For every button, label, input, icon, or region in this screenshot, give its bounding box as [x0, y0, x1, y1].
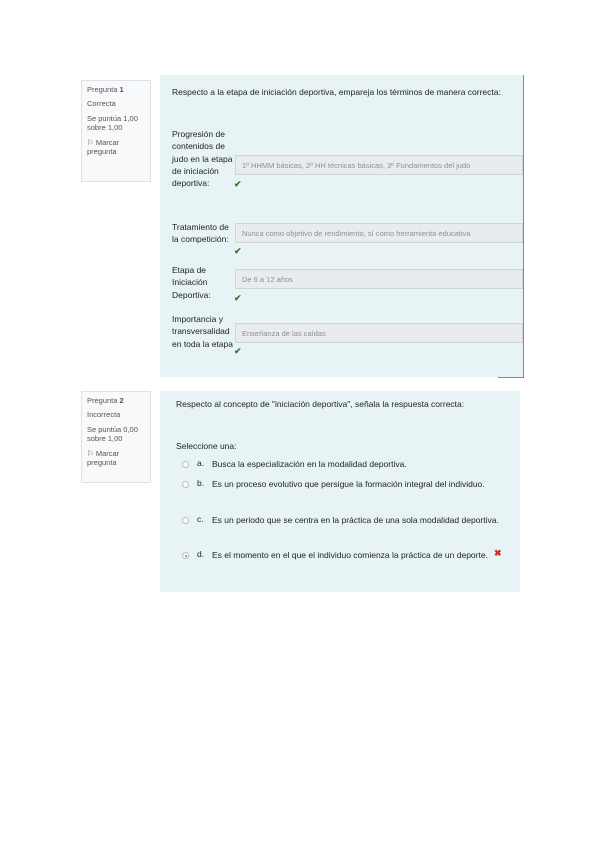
- question-2-info: [81, 391, 151, 483]
- question-text: Respecto al concepto de "iniciación deportiva", señala la respuesta correcta:: [176, 399, 465, 409]
- check-icon: ✔: [234, 246, 242, 256]
- question-1-content: [160, 75, 523, 377]
- option-letter: a.: [197, 458, 205, 468]
- match-select[interactable]: Nunca como objetivo de rendimiento, sí como herramienta educativa: [235, 223, 523, 243]
- check-icon: ✔: [234, 346, 242, 356]
- option-letter: b.: [197, 478, 205, 488]
- flag-icon: ⚐: [87, 448, 94, 458]
- check-icon: ✔: [234, 179, 242, 189]
- question-mark: Se puntúa 1,00 sobre 1,00: [87, 113, 138, 133]
- option-text: Es un proceso evolutivo que persigue la formación integral del individuo.: [212, 479, 485, 489]
- match-select[interactable]: Enseñanza de las caídas: [235, 323, 523, 343]
- divider: [523, 75, 524, 378]
- match-select[interactable]: De 6 a 12 años: [235, 269, 523, 289]
- match-term: Etapa de Iniciación Deportiva:: [172, 265, 211, 300]
- answer-prompt: Seleccione una:: [176, 441, 237, 451]
- check-icon: ✔: [234, 293, 242, 303]
- question-state: Correcta: [87, 99, 116, 109]
- divider: [498, 377, 524, 378]
- question-mark: Se puntúa 0,00 sobre 1,00: [87, 424, 138, 444]
- question-text: Respecto a la etapa de iniciación deportiva, empareja los términos de manera correcta:: [172, 87, 501, 97]
- option-letter: d.: [197, 549, 205, 559]
- question-1-info: [81, 80, 151, 182]
- flag-icon: ⚐: [87, 137, 94, 147]
- radio-option-d[interactable]: [182, 552, 189, 559]
- radio-option-a[interactable]: [182, 461, 189, 468]
- question-2-content: [160, 391, 520, 592]
- match-term: Tratamiento de la competición:: [172, 222, 229, 245]
- radio-option-b[interactable]: [182, 481, 189, 488]
- match-term: Progresión de contenidos de judo en la etapa de iniciación deportiva:: [172, 129, 233, 189]
- flag-question-link[interactable]: ⚐ Marcar pregunta: [87, 448, 120, 467]
- flag-question-link[interactable]: ⚐ Marcar pregunta: [87, 137, 120, 156]
- match-select[interactable]: 1º HHMM básicas, 2º HH técnicas básicas, 3º Fundamentos del judo: [235, 155, 523, 175]
- option-text: Busca la especialización en la modalidad deportiva.: [212, 459, 407, 469]
- cross-icon: ✖: [494, 548, 502, 558]
- match-term: Importancia y transversalidad en toda la etapa: [172, 314, 233, 349]
- question-state: Incorrecta: [87, 410, 121, 420]
- question-number: Pregunta 2: [87, 396, 124, 405]
- radio-option-c[interactable]: [182, 517, 189, 524]
- option-text: Es un periodo que se centra en la práctica de una sola modalidad deportiva.: [212, 515, 499, 525]
- question-number: Pregunta 1: [87, 85, 124, 94]
- option-letter: c.: [197, 514, 204, 524]
- option-text: Es el momento en el que el individuo comienza la práctica de un deporte.: [212, 550, 488, 560]
